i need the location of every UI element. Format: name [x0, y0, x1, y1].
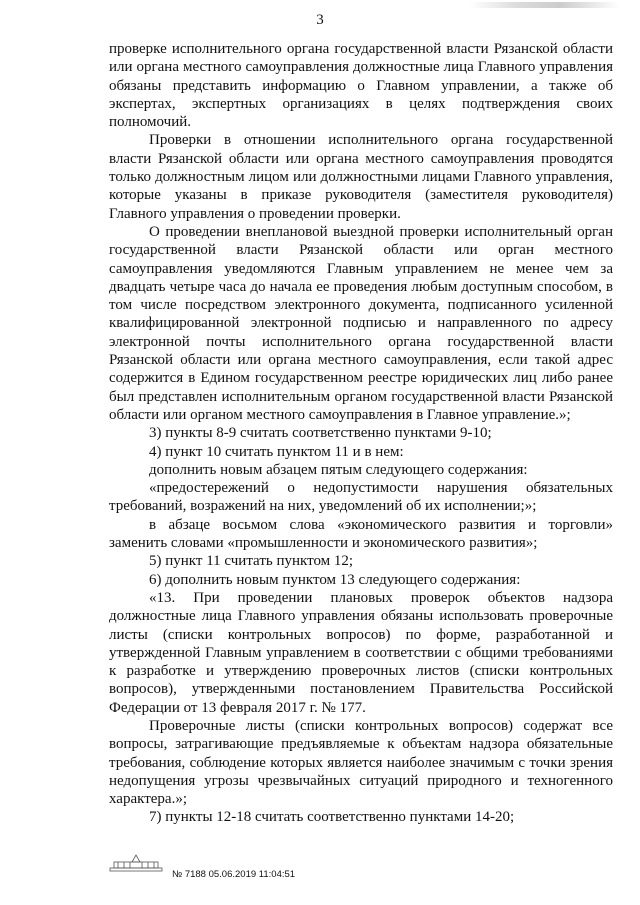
paragraph: 7) пункты 12-18 считать соответственно пунктами 14-20; — [149, 809, 515, 826]
paragraph: Проверочные листы (списки контрольных вопросов) содержат все вопросы, затрагивающие предъявляемые к объектам надзора обязательные требования, соблюдение которых является наиболее значимым с точки зрения недопущения угрозы чрезвычайных ситуаций природного и техногенного характера.»; — [109, 717, 613, 808]
scan-artifact — [470, 2, 620, 8]
paragraph: дополнить новым абзацем пятым следующего содержания: — [149, 461, 528, 478]
paragraph: в абзаце восьмом слова «экономического развития и торговли» заменить словами «промышленности и экономического развития»; — [109, 516, 613, 552]
paragraph: «13. При проведении плановых проверок объектов надзора должностные лица Главного управления обязаны использовать проверочные листы (списки контрольных вопросов) по форме, разработанной и утвержденной Главным управлением в соответствии с общими требованиями к разработке и утверждению проверочных листов (списки контрольных вопросов), утвержденными постановлением Правительства Российской Федерации от 13 февраля 2017 г. № 177. — [109, 589, 613, 716]
paragraph: 3) пункты 8-9 считать соответственно пунктами 9-10; — [149, 425, 492, 442]
registration-stamp: № 7188 05.06.2019 11:04:51 — [172, 869, 296, 880]
document-body — [109, 40, 613, 827]
paragraph: Проверки в отношении исполнительного органа государственной власти Рязанской области или органа местного самоуправления проводятся только должностным лицом или должностными лицами Главного управления, которые указаны в приказе руководителя (заместителя руководителя) Главного управления о проведении проверки. — [109, 132, 613, 222]
paragraph: О проведении внеплановой выездной проверки исполнительный орган государственной власти Рязанской области или орган местного самоуправления уведомляются Главным управлением не менее чем за двадцать четыре часа до начала ее проведения любым доступным способом, в том числе посредством электронного документа, подписанного усиленной квалифицированной электронной подписью и направленного по адресу электронной почты исполнительного органа государственной власти Рязанской области или органа местного самоуправления, если такой адрес содержится в Едином государственном реестре юридических лиц либо ранее был представлен исполнительным органом государственной власти Рязанской области или органом местного самоуправления в Главное управление.»; — [109, 223, 613, 423]
paragraph: «предостережений о недопустимости нарушения обязательных требований, возражений на них, уведомлений об их исполнении;»; — [109, 480, 613, 515]
page-number: 3 — [316, 12, 324, 28]
government-building-emblem-icon — [108, 853, 164, 873]
paragraph: 5) пункт 11 считать пунктом 12; — [149, 553, 354, 570]
paragraph: 4) пункт 10 считать пунктом 11 и в нем: — [149, 443, 404, 460]
paragraph: 6) дополнить новым пунктом 13 следующего содержания: — [149, 571, 521, 588]
paragraph: проверке исполнительного органа государственной власти Рязанской области или органа местного самоуправления должностные лица Главного управления обязаны представить информацию о Главном управлении, а также об экспертах, экспертных организациях в целях подтверждения своих полномочий. — [109, 41, 613, 131]
